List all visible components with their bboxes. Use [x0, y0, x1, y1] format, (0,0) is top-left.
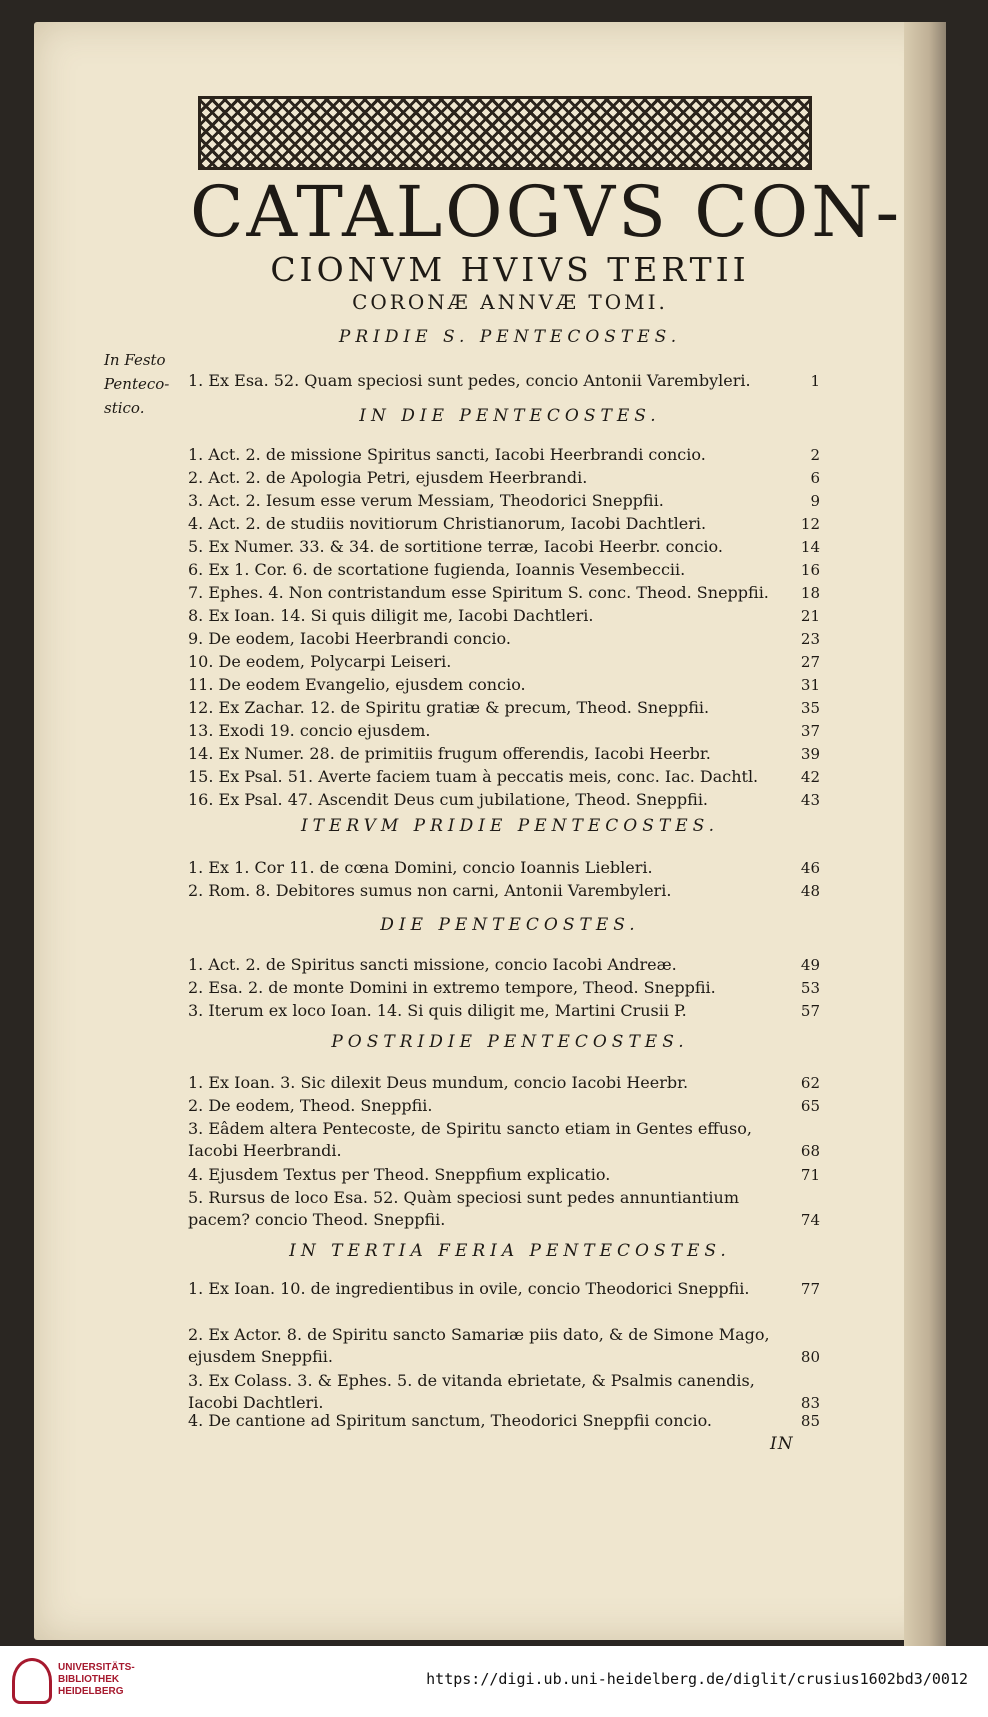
entry-text: 12. Ex Zachar. 12. de Spiritu gratiæ & precum, Theod. Sneppfii. [188, 698, 710, 717]
entry [188, 1072, 820, 1094]
logo-line: BIBLIOTHEK [58, 1674, 120, 1685]
entry [188, 1324, 820, 1368]
entry-page: 53 [800, 979, 820, 997]
entry-page: 1 [810, 372, 820, 390]
entry-page: 37 [800, 722, 820, 740]
margin-note [104, 348, 174, 420]
entry-page: 71 [800, 1166, 820, 1184]
entry [188, 444, 820, 466]
entry-page: 23 [800, 630, 820, 648]
entry-text: 1. Ex Ioan. 10. de ingredientibus in ovile, concio Theodorici Sneppfii. [188, 1279, 750, 1298]
entry [188, 1278, 820, 1300]
entry-text: 2. Rom. 8. Debitores sumus non carni, Antonii Varembyleri. [188, 881, 672, 900]
ornament-headpiece [198, 96, 812, 170]
entry [188, 1000, 820, 1022]
entry-page: 74 [800, 1211, 820, 1229]
entry-text: 4. De cantione ad Spiritum sanctum, Theodorici Sneppfii concio. [188, 1411, 713, 1430]
page-url-link[interactable]: https://digi.ub.uni-heidelberg.de/diglit/crusius1602bd3/0012 [426, 1670, 968, 1688]
entry-page: 49 [800, 956, 820, 974]
entry [188, 628, 820, 650]
margin-note-line: stico. [104, 399, 145, 417]
entry-page: 35 [800, 699, 820, 717]
entry-text: 15. Ex Psal. 51. Averte faciem tuam à peccatis meis, conc. Iac. Dachtl. [188, 767, 759, 786]
entry [188, 977, 820, 999]
section-heading: PRIDIE S. PENTECOSTES. [338, 327, 682, 347]
entry [188, 559, 820, 581]
catchword: IN [770, 1434, 794, 1454]
entry-page: 57 [800, 1002, 820, 1020]
entry [188, 743, 820, 765]
entry-text: 1. Ex Ioan. 3. Sic dilexit Deus mundum, concio Iacobi Heerbr. [188, 1073, 689, 1092]
entry-text: 1. Act. 2. de missione Spiritus sancti, Iacobi Heerbrandi concio. [188, 445, 706, 464]
entry-text: 6. Ex 1. Cor. 6. de scortatione fugienda, Ioannis Vesembeccii. [188, 560, 686, 579]
entry-text: 10. De eodem, Polycarpi Leiseri. [188, 652, 452, 671]
entry-page: 46 [800, 859, 820, 877]
entry-text: 14. Ex Numer. 28. de primitiis frugum offerendis, Iacobi Heerbr. [188, 744, 711, 763]
entry [188, 766, 820, 788]
title-line-1: CATALOGVS CON- [190, 171, 903, 253]
margin-note-line: In Festo [104, 351, 166, 369]
entry-page: 18 [800, 584, 820, 602]
section-heading: ITERVM PRIDIE PENTECOSTES. [300, 816, 720, 836]
entry-text: 1. Ex Esa. 52. Quam speciosi sunt pedes, concio Antonii Varembyleri. [188, 371, 751, 390]
entry-text: 7. Ephes. 4. Non contristandum esse Spiritum S. conc. Theod. Sneppfii. [188, 583, 769, 602]
viewer-footer [0, 1646, 988, 1717]
entry [188, 697, 820, 719]
entry [188, 651, 820, 673]
entry-page: 9 [810, 492, 820, 510]
entry-page: 43 [800, 791, 820, 809]
entry [188, 1095, 820, 1117]
entry [188, 880, 820, 902]
entry-text: 1. Ex 1. Cor 11. de cœna Domini, concio Ioannis Liebleri. [188, 858, 653, 877]
title-line-3: CORONÆ ANNVÆ TOMI. [352, 290, 668, 314]
entry-page: 85 [800, 1412, 820, 1430]
entry-text: 2. De eodem, Theod. Sneppfii. [188, 1096, 433, 1115]
entry-page: 65 [800, 1097, 820, 1115]
entry-text: 3. Act. 2. Iesum esse verum Messiam, Theodorici Sneppfii. [188, 491, 664, 510]
entry-page: 83 [800, 1394, 820, 1412]
entry [188, 605, 820, 627]
entry-text: 1. Act. 2. de Spiritus sancti missione, concio Iacobi Andreæ. [188, 955, 677, 974]
entry-page: 6 [810, 469, 820, 487]
library-logo-text [58, 1662, 178, 1698]
entry-text: 16. Ex Psal. 47. Ascendit Deus cum jubilatione, Theod. Sneppfii. [188, 790, 709, 809]
entry [188, 1118, 820, 1162]
section-heading: IN DIE PENTECOSTES. [359, 406, 661, 426]
entry-page: 48 [800, 882, 820, 900]
entry [188, 720, 820, 742]
section-heading: IN TERTIA FERIA PENTECOSTES. [289, 1241, 731, 1261]
entry [188, 490, 820, 512]
margin-note-line: Penteco- [104, 375, 170, 393]
entry-page: 62 [800, 1074, 820, 1092]
entry [188, 1370, 820, 1414]
entry [188, 582, 820, 604]
section-heading: POSTRIDIE PENTECOSTES. [331, 1032, 689, 1052]
entry-text: 5. Rursus de loco Esa. 52. Quàm speciosi sunt pedes annuntiantium pacem? concio Theod. Sneppfii. [188, 1188, 740, 1229]
entry-text: 3. Iterum ex loco Ioan. 14. Si quis diligit me, Martini Crusii P. [188, 1001, 687, 1020]
entry-page: 80 [800, 1348, 820, 1366]
entry-text: 2. Ex Actor. 8. de Spiritu sancto Samariæ piis dato, & de Simone Mago, ejusdem Sneppfii. [188, 1325, 770, 1366]
entry [188, 857, 820, 879]
entry-text: 5. Ex Numer. 33. & 34. de sortitione terræ, Iacobi Heerbr. concio. [188, 537, 723, 556]
entry-text: 4. Act. 2. de studiis novitiorum Christianorum, Iacobi Dachtleri. [188, 514, 707, 533]
entry [188, 1164, 820, 1186]
entry-page: 27 [800, 653, 820, 671]
entry [188, 536, 820, 558]
entry-text: 13. Exodi 19. concio ejusdem. [188, 721, 431, 740]
entry [188, 954, 820, 976]
entry [188, 467, 820, 489]
entry [188, 674, 820, 696]
entry-page: 14 [800, 538, 820, 556]
entry-text: 3. Ex Colass. 3. & Ephes. 5. de vitanda ebrietate, & Psalmis canendis, Iacobi Dachtleri. [188, 1371, 755, 1412]
entry-page: 39 [800, 745, 820, 763]
entry-text: 9. De eodem, Iacobi Heerbrandi concio. [188, 629, 511, 648]
entry [188, 513, 820, 535]
entry [188, 370, 820, 392]
page-edge [904, 22, 946, 1662]
entry-text: 11. De eodem Evangelio, ejusdem concio. [188, 675, 526, 694]
entry-page: 31 [800, 676, 820, 694]
entry-page: 77 [800, 1280, 820, 1298]
entry-page: 21 [800, 607, 820, 625]
entry-text: 8. Ex Ioan. 14. Si quis diligit me, Iacobi Dachtleri. [188, 606, 594, 625]
logo-line: UNIVERSITÄTS- [58, 1662, 135, 1673]
entry [188, 1410, 820, 1432]
entry-page: 42 [800, 768, 820, 786]
entry-page: 2 [810, 446, 820, 464]
entry-text: 3. Eâdem altera Pentecoste, de Spiritu sancto etiam in Gentes effuso, Iacobi Heerbrandi. [188, 1119, 752, 1160]
entry [188, 789, 820, 811]
library-logo-icon [12, 1658, 52, 1704]
title-line-2: CIONVM HVIVS TERTII [270, 250, 750, 289]
entry-text: 4. Ejusdem Textus per Theod. Sneppfium explicatio. [188, 1165, 611, 1184]
entry-text: 2. Esa. 2. de monte Domini in extremo tempore, Theod. Sneppfii. [188, 978, 716, 997]
entry-page: 16 [800, 561, 820, 579]
section-heading: DIE PENTECOSTES. [380, 915, 640, 935]
entry-page: 12 [800, 515, 820, 533]
entry-page: 68 [800, 1142, 820, 1160]
entry [188, 1187, 820, 1231]
entry-text: 2. Act. 2. de Apologia Petri, ejusdem Heerbrandi. [188, 468, 588, 487]
logo-line: HEIDELBERG [58, 1686, 124, 1697]
